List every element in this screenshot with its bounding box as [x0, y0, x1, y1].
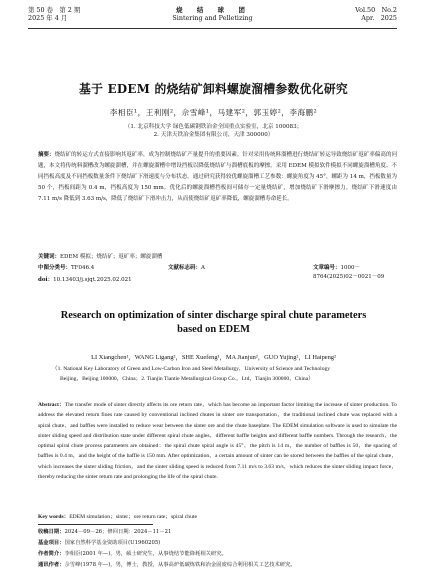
keywords-cn-label: 关键词： — [38, 254, 61, 260]
footnote-received — [38, 528, 397, 536]
fund-value: 国家自然科学基金资助项目(U1960205) — [64, 540, 161, 546]
doi-value: 10.13403/j.sjqt.2025.02.021 — [53, 277, 132, 283]
issue-info-en — [355, 6, 397, 22]
volume-issue-en: Vol.50 No.2 — [355, 6, 397, 14]
keywords-en-text: EDEM simulation；sinter；ore return rate；spiral chute — [69, 514, 197, 520]
keywords-en-label: Key words： — [38, 514, 70, 520]
affiliation-en — [52, 364, 375, 384]
clc-value: TF046.4 — [71, 265, 95, 271]
date-en: Apr. 2025 — [361, 14, 397, 22]
paper-title-cn: 基于 EDEM 的烧结矿卸料螺旋溜槽参数优化研究 — [78, 82, 349, 96]
abstract-en-text: The transfer mode of sinter directly affects its ore return rate，which has become an important factor limiting the increase of sinter production. To address the elevated return fines rate caused by conventional inclined chutes in sinter ore transportation，the traditional inclined chute was replaced with a spiral chute，and baffles were installed to reduce wear between the sinter ore and the chute baseplate. The EDEM simulation software is used to simulate the sinter sliding speed and distribution state under different spiral chute angles，different baffle heights and different baffle numbers. Through the research，the optimal spiral chute process parameters are obtained：the spiral chute spiral angle is 45°，the pitch is 14 m，the number of baffles is 50，the spacing of baffles is 0.4 m，and the height of the baffle is 150 mm. After optimization，a certain amount of sinter can be stored between the baffles of the spiral chute，which increases the sinter sliding friction，and the sinter sliding speed is reduced from 7.11 m/s to 3.63 m/s，which reduces the sinter sliding impact force，thereby reducing the sinter return rate and prolonging the life of the spiral chute. — [38, 402, 397, 481]
abstract-cn-text: 烧结矿的转运方式直接影响其返矿率，成为控制烧结矿产量提升的重要因素。针对采用传统料溜槽进行烧结矿转运导致烧结矿返矿率偏高的问题，本文将传统料溜槽改为螺旋溜槽，并在螺旋溜槽中增设挡板以降低烧结矿与溜槽底板的摩擦。采用 EDEM 模拟软件模拟不同螺旋溜槽角度、不同挡板高度及不同挡板数量条件下烧结矿下滑速度与分布状态。通过研究获得较优螺旋溜槽工艺参数：螺旋角度为 45°，螺距为 14 m，挡板数量为 50 个，挡板间距为 0.4 m，挡板高度为 150 mm。优化后的螺旋溜槽挡板间可储存一定量烧结矿，增加烧结矿下滑摩擦力，烧结矿下滑速度由 7.11 m/s 降低到 3.63 m/s，降低了烧结矿下滑冲击力，从而使烧结矿返矿率降低，螺旋溜槽寿命延长。 — [38, 152, 397, 202]
corresponding-label: 通讯作者： — [38, 562, 65, 568]
clc-label: 中图分类号： — [38, 265, 72, 271]
journal-name — [28, 6, 397, 22]
keywords-en — [38, 512, 397, 520]
abstract-cn — [38, 150, 397, 205]
doi-label: doi： — [38, 277, 54, 283]
abstract-cn-label: 摘要： — [38, 152, 55, 158]
first-author-label: 作者简介： — [38, 551, 65, 557]
keywords-cn-text: EDEM 模拟；烧结矿；返矿率；螺旋溜槽 — [60, 254, 163, 260]
article-number-label: 文章编号： — [313, 265, 341, 271]
author-list-en: LI Xiangchen¹，WANG Ligang²，SHE Xuefeng¹，MA Jianjun²，GUO Yujing²，LI Haipeng² — [91, 354, 336, 361]
running-header — [28, 6, 397, 29]
footnote-fund — [38, 539, 397, 547]
affiliation-cn-1: （1. 北京科技大学 绿色低碳钢铁冶金全国重点实验室，北京 100083； — [124, 124, 303, 130]
received-value: 2024－09－26；修回日期：2024－11－21 — [64, 529, 172, 535]
volume-issue-cn: 第 50 卷 第 2 期 — [28, 6, 81, 14]
doi-line — [38, 276, 397, 285]
abstract-en — [38, 400, 397, 482]
journal-name-en: Sintering and Pelletizing — [172, 14, 253, 22]
keywords-cn — [38, 253, 397, 262]
paper-title-en-line2: based on EDEM — [177, 324, 250, 335]
document-code-label: 文献标志码： — [168, 265, 202, 271]
document-code-value: A — [201, 265, 205, 271]
footnote-first-author — [38, 550, 397, 558]
fund-label: 基金项目： — [38, 540, 65, 546]
abstract-en-label: Abstract： — [38, 402, 65, 408]
journal-name-cn: 烧 结 球 团 — [176, 6, 249, 14]
author-list-cn: 李相臣¹，王利刚²，佘雪峰¹，马建军²，郭玉婷²，李海鹏² — [109, 108, 318, 117]
clc-number — [38, 265, 94, 271]
received-label: 收稿日期： — [38, 529, 65, 535]
affiliation-en-line2: Beijing，Beijing 100000，China；2. Tianjin Tiantie Metallurgical Group Co.，Ltd，Tianjin 300000，China） — [60, 376, 314, 382]
footnote-divider — [38, 524, 153, 525]
corresponding-value: 佘雪峰(1978 年—)，男，博士，教授，从事高炉低碳炼铁和冶金固废综合利用相关工艺技术研究。 — [64, 562, 296, 568]
document-code — [168, 264, 205, 273]
paper-title-en-line1: Research on optimization of sinter discharge spiral chute parameters — [60, 310, 367, 321]
affiliation-en-line1: （1. National Key Laboratory of Green and Low-Carbon Iron and Steel Metallurgy，University of Science and Technology — [52, 366, 331, 372]
first-author-value: 李相臣(2001 年—)，男，硕士研究生，从事烧结节能降耗相关研究。 — [64, 551, 227, 557]
footnote-corresponding-author — [38, 561, 397, 569]
affiliation-cn-2: 2. 天津天铁冶金集团有限公司，天津 300000） — [153, 132, 274, 138]
article-number-value: 1000－8764(2025)02－0021－09 — [313, 265, 385, 280]
date-cn: 2025 年 4 月 — [28, 14, 68, 22]
paper-title-en — [0, 309, 427, 337]
